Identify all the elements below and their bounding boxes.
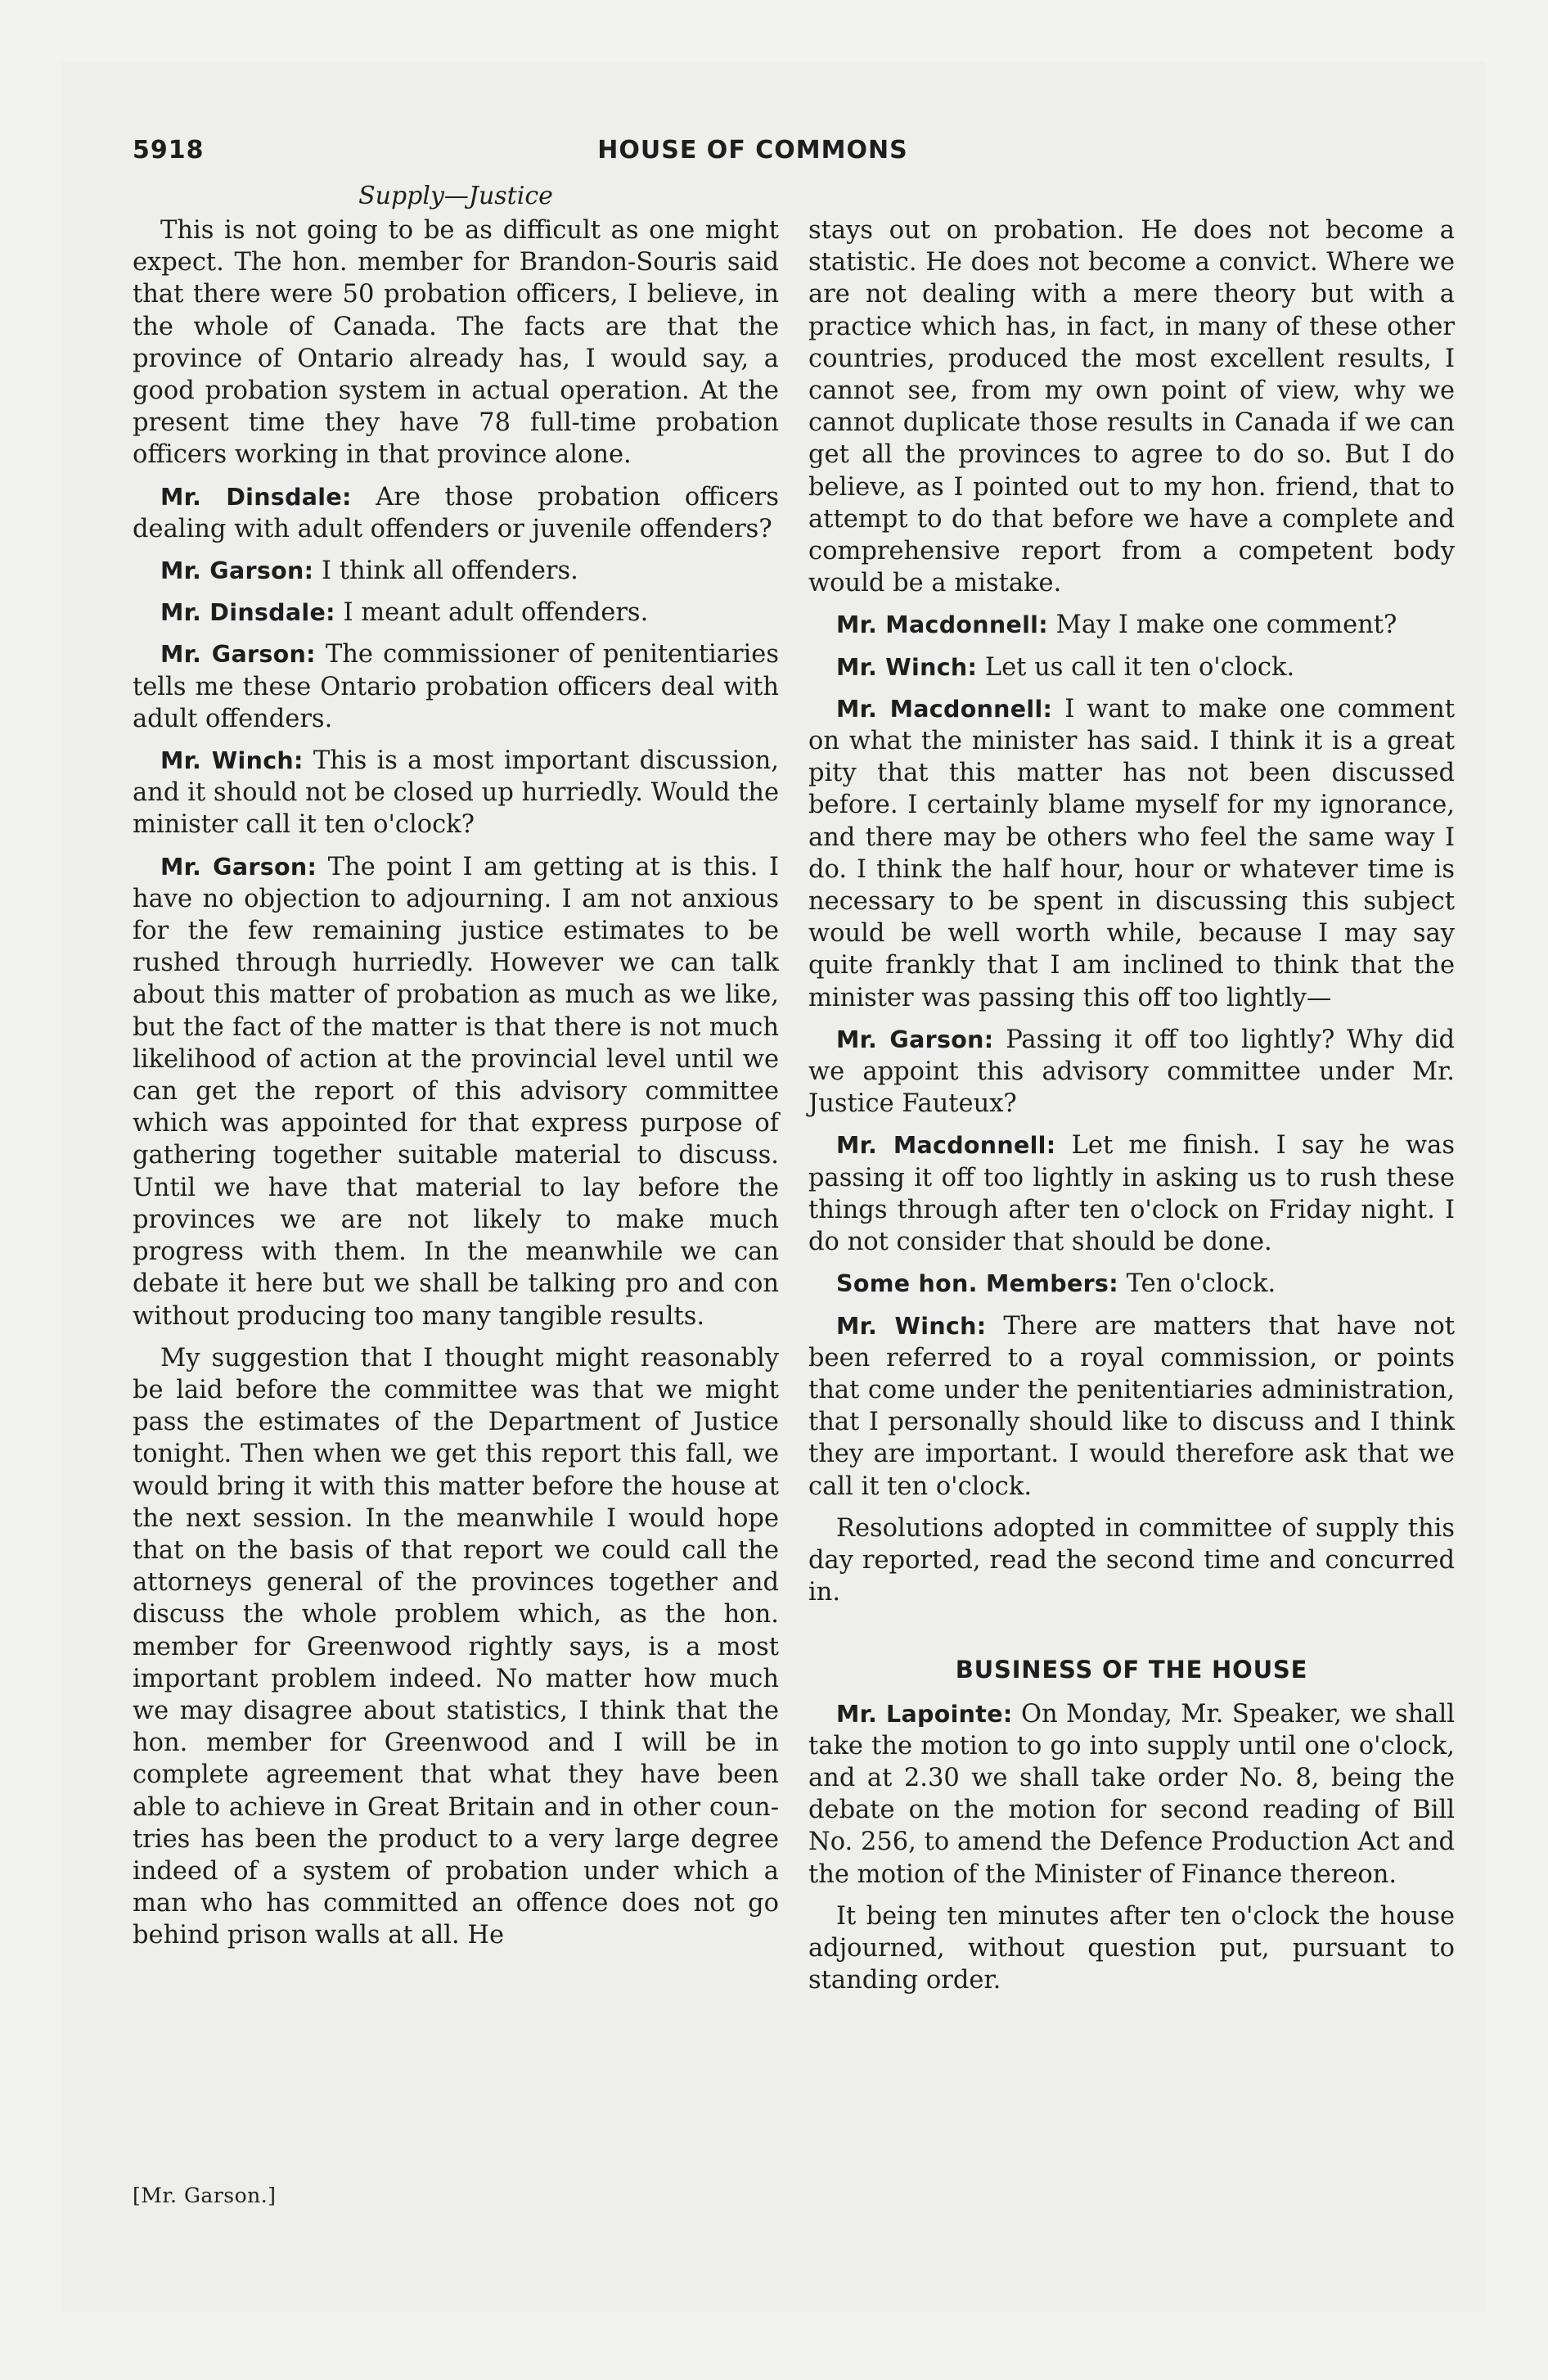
speaker-name: Mr. Macdonnell: xyxy=(836,1132,1056,1160)
paragraph xyxy=(808,1698,1455,1891)
speaker-name: Mr. Dinsdale: xyxy=(160,599,335,627)
paragraph-text: The commissioner of penitentiaries tells me these Ontario probation officers deal with adult offenders. xyxy=(133,640,780,733)
paragraph xyxy=(133,1342,779,1952)
speaker-name: Mr. Garson: xyxy=(160,641,316,669)
section-heading: Supply—Justice xyxy=(358,182,553,210)
paragraph-text: I think all offenders. xyxy=(313,557,578,586)
paragraph xyxy=(808,214,1455,599)
left-column xyxy=(133,214,779,1952)
paragraph-text: Passing it off too lightly? Why did we appoint this advisory committee under Mr. Justice Fauteux? xyxy=(808,1025,1456,1119)
paragraph xyxy=(133,481,779,545)
paragraph-text: This is a most important discussion, and it should not be closed up hurriedly. Would the minister call it ten o'clock? xyxy=(133,746,779,840)
paragraph xyxy=(808,1900,1455,1997)
paragraph-text: stays out on probation. He does not become a statistic. He does not become a convict. Where we are not dealing with a mere theory but with a practice which has, in fact, in many of these other countries, produced the most excellent results, I cannot see, from my own point of view, why we cannot duplicate those results in Canada if we can get all the provinces to agree to do so. But I do believe, as I pointed out to my hon. friend, that to attempt to do that before we have a complete and comprehensive report from a competent body would be a mistake. xyxy=(808,216,1455,598)
paragraph xyxy=(808,1024,1455,1120)
paragraph xyxy=(133,851,779,1332)
paragraph xyxy=(808,609,1455,641)
speaker-name: Mr. Winch: xyxy=(160,747,304,775)
paragraph-text: It being ten minutes after ten o'clock the house adjourned, without question put, pursuant to standing order. xyxy=(808,1901,1455,1995)
paragraph xyxy=(808,1512,1455,1609)
speaker-name: Mr. Macdonnell: xyxy=(836,611,1048,639)
paragraph xyxy=(133,597,779,629)
paragraph-text: Ten o'clock. xyxy=(1118,1269,1276,1299)
speaker-name: Mr. Garson: xyxy=(160,853,317,881)
speaker-name: Mr. Garson: xyxy=(836,1025,994,1053)
speaker-name: Mr. Macdonnell: xyxy=(836,695,1053,723)
paragraph xyxy=(808,693,1455,1014)
paragraph-text: My suggestion that I thought might reasonably be laid before the committee was that we might pass the estimates of the Department of Justice tonight. Then when we get this report this fall, we would bring it with this matter before the house at the next session. In the meanwhile I would hope that on the basis of that report we could call the attorneys general of the provinces together and discuss the whole problem which, as the hon. member for Greenwood rightly says, is a most important problem indeed. No matter how much we may disagree about statistics, I think that the hon. member for Greenwood and I will be in complete agreement that what they have been able to achieve in Great Britain and in other countries has been the product to a very large degree indeed of a system of probation under which a man who has committed an offence does not go behind prison walls at all. He xyxy=(133,1343,779,1950)
right-column xyxy=(808,214,1455,1996)
paragraph xyxy=(133,214,779,471)
paragraph xyxy=(808,1310,1455,1503)
paragraph-text: I meant adult offenders. xyxy=(335,598,649,628)
paragraph-text: This is not going to be as difficult as one might expect. The hon. member for Brandon-Souris said that there were 50 probation officers, I believe, in the whole of Canada. The facts are that the province of Ontario already has, I would say, a good probation system in actual operation. At the present time they have 78 full-time probation officers working in that province alone. xyxy=(133,216,779,470)
speaker-name: Mr. Garson: xyxy=(160,557,314,585)
speaker-name: Mr. Winch: xyxy=(836,653,978,681)
paragraph xyxy=(808,651,1455,683)
paragraph-text: The point I am getting at is this. I have no objection to adjourning. I am not anxious for the few remaining justice estimates to be rushed through hurriedly. However we can talk about this matter of probation as much as we like, but the fact of the matter is that there is not much likelihood of action at the provincial level until we can get the report of this advisory committee which was appointed for that express purpose of gathering together suitable material to discuss. Until we have that material to lay before the provinces we are not likely to make much progress with them. In the meanwhile we can debate it here but we shall be talking pro and con without producing too many tangible results. xyxy=(133,852,779,1331)
paragraph-text: Let me finish. I say he was passing it off too lightly in asking us to rush these things through after ten o'clock on Friday night. I do not consider that should be done. xyxy=(808,1131,1455,1257)
paragraph xyxy=(808,1129,1455,1258)
paragraph-text: There are matters that have not been referred to a royal commission, or points that come under the penitentiaries administration, that I personally should like to discuss and I think they are important. I would therefore ask that we call it ten o'clock. xyxy=(808,1311,1455,1501)
paragraph-text: May I make one comment? xyxy=(1047,611,1397,640)
paragraph xyxy=(133,555,779,587)
paragraph xyxy=(133,745,779,841)
speaker-name: Some hon. Members: xyxy=(836,1270,1118,1298)
speaker-name: Mr. Dinsdale: xyxy=(160,483,352,511)
paragraph xyxy=(133,638,779,735)
business-section-title: BUSINESS OF THE HOUSE xyxy=(955,1656,1308,1684)
paragraph-text: Are those probation officers dealing with adult offenders or juvenile offenders? xyxy=(133,482,779,543)
speaker-name: Mr. Lapointe: xyxy=(836,1700,1013,1728)
paragraph-text: I want to make one comment on what the minister has said. I think it is a great pity that this matter has not been discussed before. I certainly blame myself for my ignorance, and there may be others who feel the same way I do. I think the half hour, hour or whatever time is necessary to be spent in discussing this subject would be well worth while, because I may say quite frankly that I am inclined to think that the minister was passing this off too lightly— xyxy=(808,694,1455,1012)
paragraph xyxy=(808,1268,1455,1300)
running-head: HOUSE OF COMMONS xyxy=(597,136,908,165)
paragraph-text: Let us call it ten o'clock. xyxy=(977,652,1295,682)
paragraph-text: Resolutions adopted in committee of supply this day reported, read the second time and concurred in. xyxy=(808,1513,1455,1607)
paragraph-text: On Monday, Mr. Speaker, we shall take the motion to go into supply until one o'clock, and at 2.30 we shall take order No. 8, being the debate on the motion for second reading of Bill No. 256, to amend the Defence Production Act and the motion of the Minister of Finance thereon. xyxy=(808,1699,1455,1889)
footer-speaker-note: [Mr. Garson.] xyxy=(133,2184,277,2207)
page-number: 5918 xyxy=(133,136,205,165)
speaker-name: Mr. Winch: xyxy=(836,1312,987,1340)
